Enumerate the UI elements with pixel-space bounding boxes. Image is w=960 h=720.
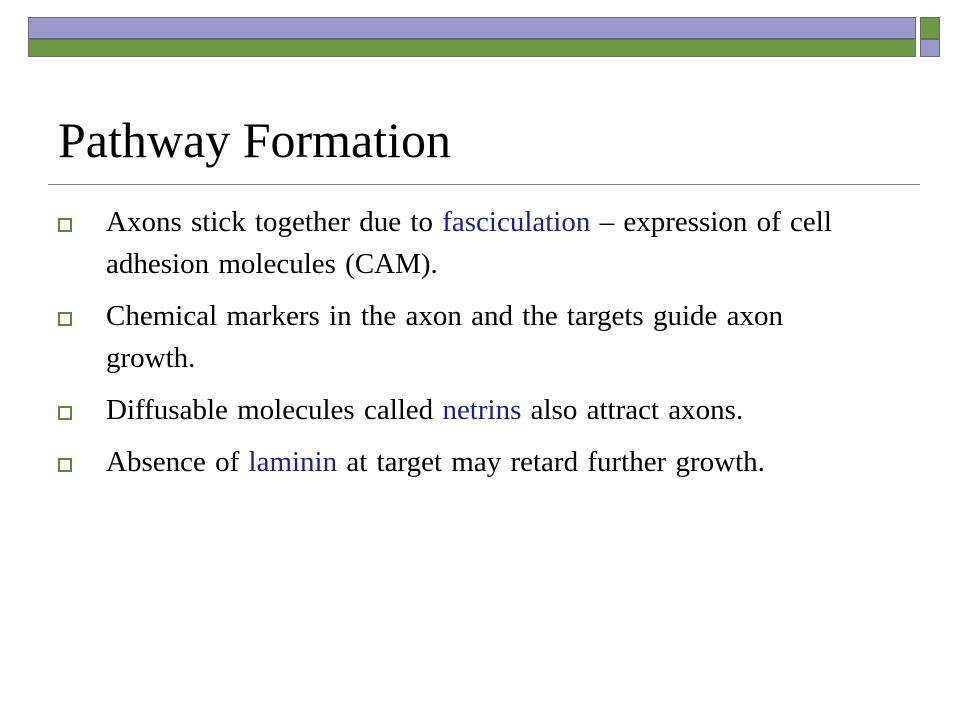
bullet-text-after: at target may retard further growth.	[337, 446, 765, 478]
header-bar-green	[28, 39, 916, 57]
bullet-text: Chemical markers in the axon and the targets guide axon growth.	[106, 300, 784, 374]
bullet-item-chemical-markers	[58, 295, 838, 379]
bullet-item-laminin	[58, 441, 838, 483]
highlight-term-netrins: netrins	[442, 394, 522, 426]
bullet-text-before: Axons stick together due to	[106, 206, 443, 238]
highlight-term-fasciculation: fasciculation	[442, 206, 591, 238]
highlight-term-laminin: laminin	[248, 446, 338, 478]
hollow-square-bullet-icon	[58, 312, 72, 326]
header-accent-purple	[920, 39, 940, 57]
bullet-text-before: Absence of	[106, 446, 249, 478]
hollow-square-bullet-icon	[58, 458, 72, 472]
bullet-item-fasciculation	[58, 201, 838, 285]
bullet-list	[58, 201, 838, 493]
bullet-text-after: – expression of cell adhesion molecules (CAM).	[106, 206, 832, 280]
hollow-square-bullet-icon	[58, 218, 72, 232]
slide-title: Pathway Formation	[58, 112, 452, 168]
bullet-text-before: Diffusable molecules called	[106, 394, 443, 426]
header-accent-green	[920, 17, 940, 39]
bullet-item-netrins	[58, 389, 838, 431]
bullet-text-after: also attract axons.	[521, 394, 744, 426]
header-bar-purple	[28, 17, 916, 39]
title-divider	[48, 184, 920, 185]
hollow-square-bullet-icon	[58, 406, 72, 420]
